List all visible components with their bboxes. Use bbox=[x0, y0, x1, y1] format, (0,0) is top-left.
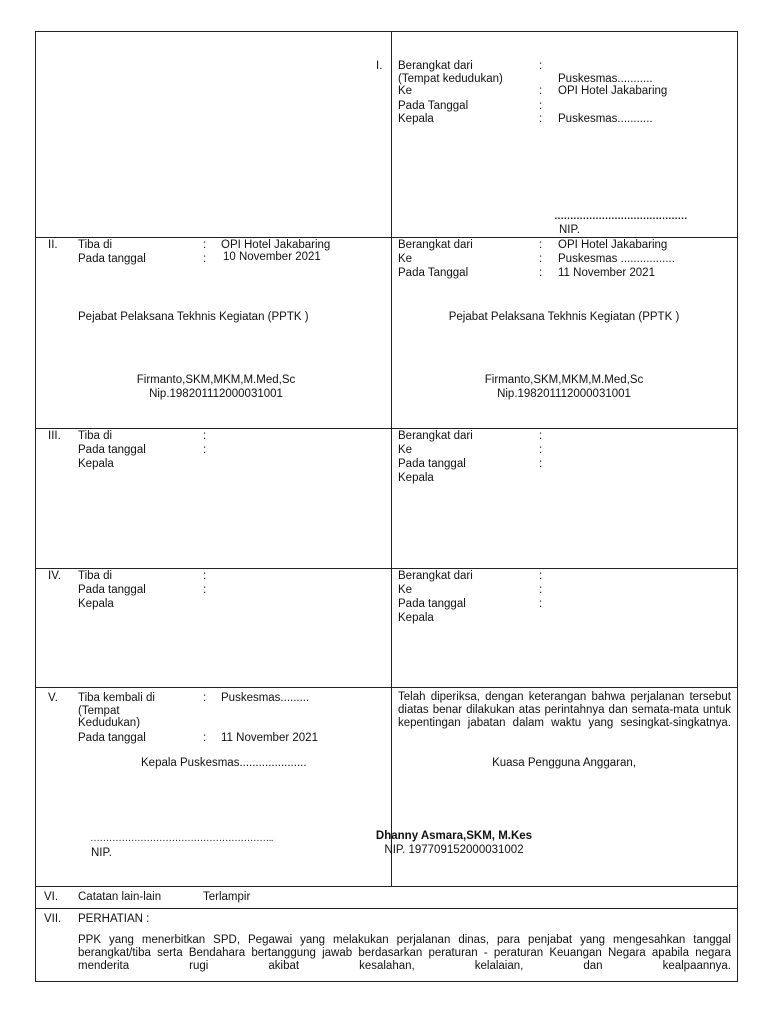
origin-value: Puskesmas........... bbox=[558, 73, 653, 85]
depart-date-value: 11 November 2021 bbox=[558, 267, 655, 279]
head-label: Kepala bbox=[78, 598, 114, 610]
attention-text: PPK yang menerbitkan SPD, Pegawai yang melakukan perjalanan dinas, para penjabat yang mengesahkan tanggal berangkat/tiba serta Bendahara bertanggung jawab berdasarkan peraturan - peraturan Keuangan Negara apabila negara menderita rugi akibat kesalahan, kelalaian, dan kealpaannya. bbox=[78, 934, 731, 972]
row-divider bbox=[36, 237, 737, 238]
signature-line: ………………………………………………….. bbox=[90, 833, 273, 844]
depart-from-label: Berangkat dari bbox=[398, 239, 473, 251]
depart-from-label: Berangkat dari bbox=[398, 60, 473, 72]
return-date-value: 11 November 2021 bbox=[221, 732, 318, 744]
colon: : bbox=[539, 584, 543, 596]
date-label: Pada tanggal bbox=[78, 253, 146, 265]
destination-label: Ke bbox=[398, 253, 413, 265]
return-arrival-value: Puskesmas......... bbox=[221, 692, 310, 704]
signatory-title: Pejabat Pelaksana Tekhnis Kegiatan (PPTK ) bbox=[78, 311, 309, 323]
colon: : bbox=[203, 430, 207, 442]
row-divider bbox=[36, 908, 737, 909]
row-divider bbox=[36, 568, 737, 569]
colon: : bbox=[539, 444, 543, 456]
arrival-label: Tiba di bbox=[78, 570, 113, 582]
depart-from-value: OPI Hotel Jakabaring bbox=[558, 239, 668, 251]
destination-label: Ke bbox=[398, 584, 413, 596]
colon: : bbox=[203, 444, 207, 456]
budget-user-nip: NIP. 197709152000031002 bbox=[384, 844, 524, 856]
section-number: I. bbox=[376, 60, 383, 72]
colon: : bbox=[539, 60, 543, 72]
arrival-date-value: 10 November 2021 bbox=[223, 251, 321, 263]
colon: : bbox=[539, 598, 543, 610]
section-number: IV. bbox=[48, 570, 62, 582]
notes-label: Catatan lain-lain bbox=[78, 891, 162, 903]
spd-back-page bbox=[35, 31, 738, 982]
section-number: VII. bbox=[44, 913, 62, 925]
colon: : bbox=[539, 113, 543, 125]
origin-label: (Tempat bbox=[78, 705, 120, 717]
attention-title: PERHATIAN : bbox=[78, 913, 150, 925]
destination-value: OPI Hotel Jakabaring bbox=[558, 85, 668, 97]
budget-user-name: Dhanny Asmara,SKM, M.Kes bbox=[375, 830, 533, 842]
colon: : bbox=[539, 458, 543, 470]
arrival-label: Tiba di bbox=[78, 430, 113, 442]
head-label: Kepala bbox=[78, 458, 114, 470]
head-value: Puskesmas........... bbox=[558, 113, 653, 125]
section-number: VI. bbox=[44, 891, 59, 903]
nip-label: NIP. bbox=[559, 224, 580, 236]
depart-from-label: Berangkat dari bbox=[398, 570, 473, 582]
date-label: Pada Tanggal bbox=[398, 100, 469, 112]
date-label: Pada tanggal bbox=[398, 598, 466, 610]
row-divider bbox=[36, 886, 737, 887]
head-of-puskesmas: Kepala Puskesmas..................... bbox=[141, 757, 307, 769]
colon: : bbox=[203, 692, 207, 704]
colon: : bbox=[539, 85, 543, 97]
head-label: Kepala bbox=[398, 113, 434, 125]
row-divider bbox=[36, 687, 737, 688]
date-label: Pada tanggal bbox=[78, 584, 146, 596]
origin-label: (Tempat kedudukan) bbox=[398, 73, 503, 85]
signatory-title: Pejabat Pelaksana Tekhnis Kegiatan (PPTK ) bbox=[448, 311, 680, 323]
destination-label: Ke bbox=[398, 85, 413, 97]
signatory-name: Firmanto,SKM,MKM,M.Med,Sc bbox=[136, 374, 296, 386]
colon: : bbox=[203, 584, 207, 596]
signatory-nip: Nip.198201112000031001 bbox=[497, 388, 631, 400]
head-label: Kepala bbox=[398, 472, 434, 484]
arrival-value: OPI Hotel Jakabaring bbox=[221, 239, 331, 251]
date-label: Pada tanggal bbox=[398, 458, 466, 470]
return-arrival-label: Tiba kembali di bbox=[78, 692, 155, 704]
colon: : bbox=[539, 100, 543, 112]
date-label: Pada tanggal bbox=[78, 444, 146, 456]
verification-statement: Telah diperiksa, dengan keterangan bahwa perjalanan tersebut diatas benar dilakukan atas perintahnya dan semata-mata untuk kepentingan jabatan dalam waktu yang sesingkat-singkatnya. bbox=[398, 691, 731, 729]
destination-label: Ke bbox=[398, 444, 413, 456]
colon: : bbox=[203, 253, 207, 265]
section-number: III. bbox=[48, 430, 61, 442]
colon: : bbox=[539, 253, 543, 265]
arrival-label: Tiba di bbox=[78, 239, 113, 251]
nip-label: NIP. bbox=[91, 847, 112, 859]
colon: : bbox=[539, 430, 543, 442]
colon: : bbox=[539, 239, 543, 251]
colon: : bbox=[539, 570, 543, 582]
depart-from-label: Berangkat dari bbox=[398, 430, 473, 442]
section-number: II. bbox=[48, 239, 58, 251]
colon: : bbox=[539, 267, 543, 279]
signatory-name: Firmanto,SKM,MKM,M.Med,Sc bbox=[484, 374, 644, 386]
colon: : bbox=[203, 570, 207, 582]
origin-label-cont: Kedudukan) bbox=[78, 717, 141, 729]
signature-line: …………………………………… bbox=[554, 211, 687, 222]
colon: : bbox=[203, 239, 207, 251]
notes-value: Terlampir bbox=[203, 891, 251, 903]
head-label: Kepala bbox=[398, 612, 434, 624]
row-divider bbox=[36, 428, 737, 429]
date-label: Pada tanggal bbox=[78, 732, 146, 744]
signatory-nip: Nip.198201112000031001 bbox=[149, 388, 283, 400]
colon: : bbox=[203, 732, 207, 744]
section-number: V. bbox=[48, 692, 58, 704]
date-label: Pada Tanggal bbox=[398, 267, 469, 279]
destination-value: Puskesmas ................. bbox=[558, 253, 675, 265]
budget-user-title: Kuasa Pengguna Anggaran, bbox=[492, 757, 636, 769]
